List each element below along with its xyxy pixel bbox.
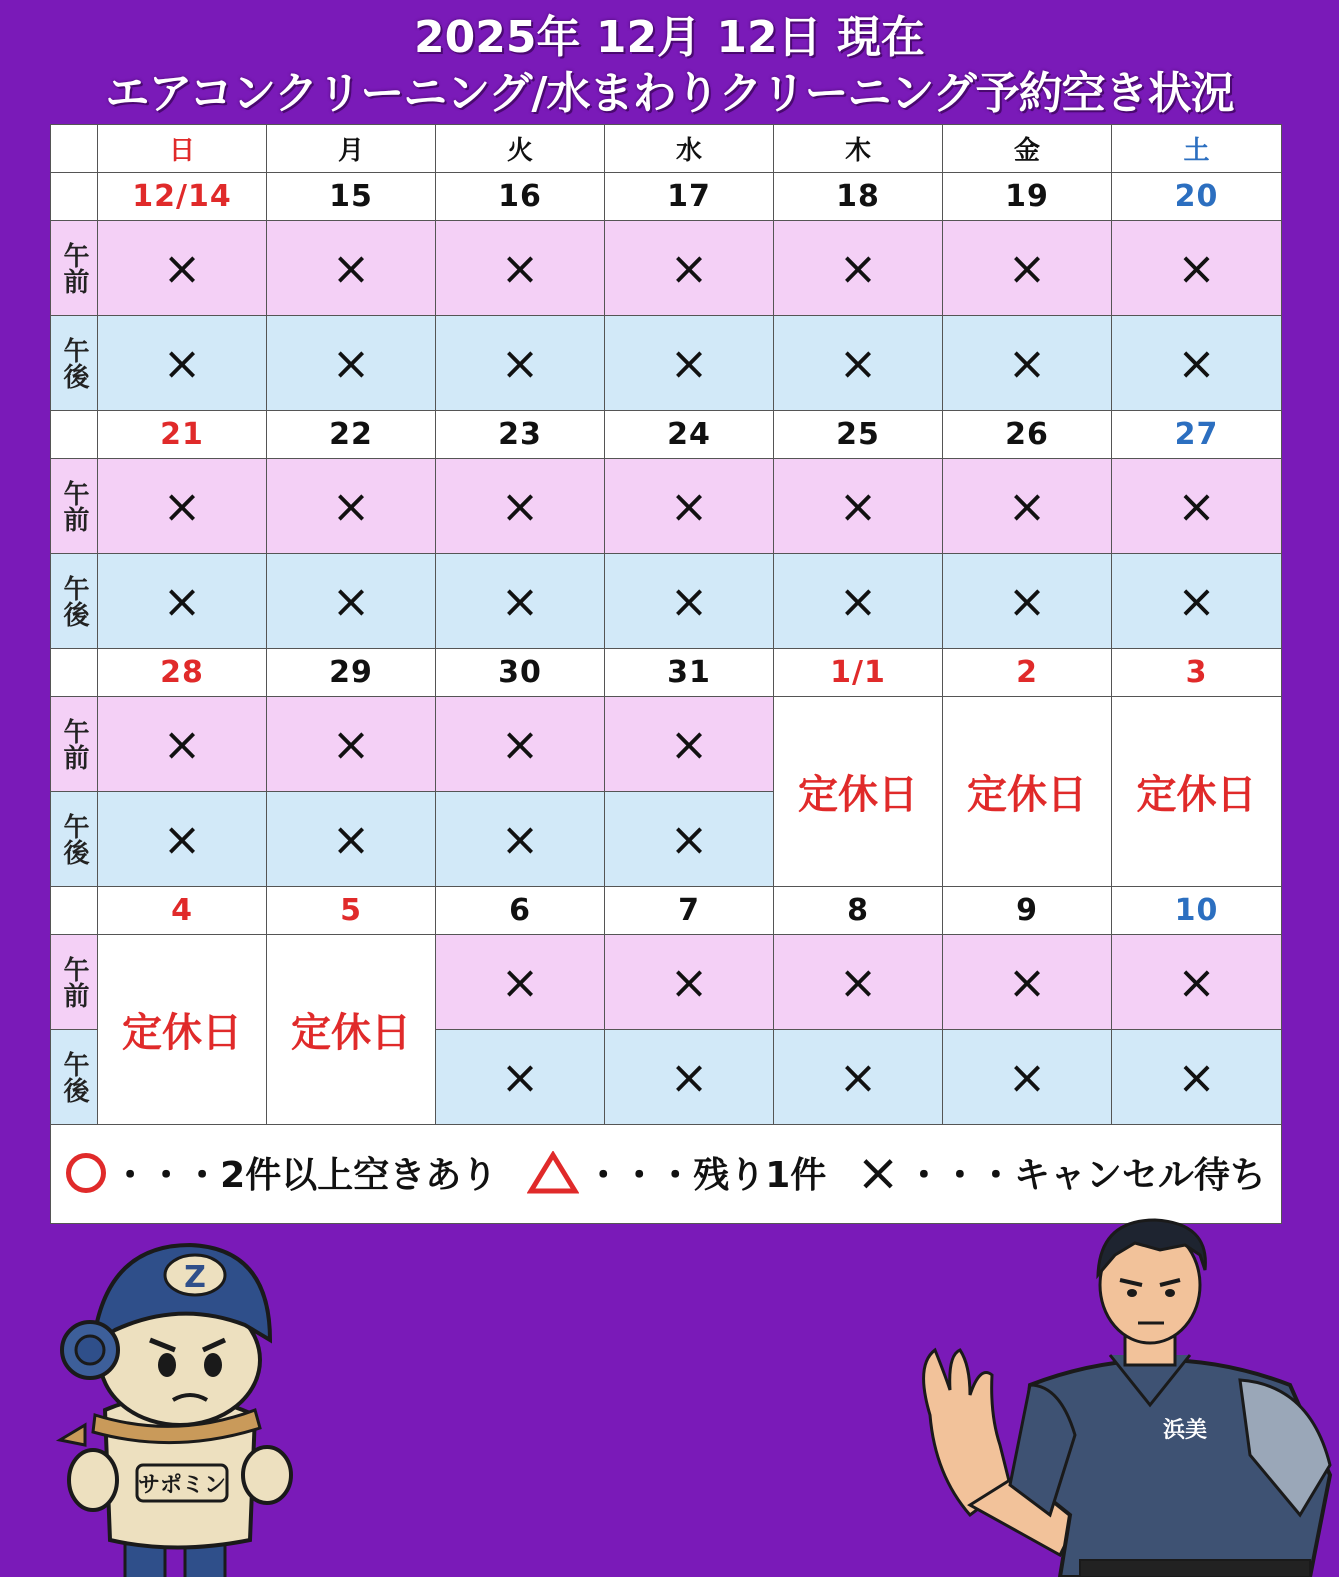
slot-pm: × (98, 792, 267, 887)
slot-pm: × (774, 554, 943, 649)
slot-am: × (267, 697, 436, 792)
closed-day: 定休日 (774, 697, 943, 887)
closed-day: 定休日 (1112, 697, 1281, 887)
dow-sun: 日 (98, 125, 267, 173)
date-cell: 30 (436, 649, 605, 697)
date-cell: 16 (436, 173, 605, 221)
period-label-pm: 午後 (51, 1030, 98, 1125)
mascot-character (55, 1240, 295, 1577)
date-cell: 22 (267, 411, 436, 459)
slot-pm: × (98, 316, 267, 411)
slot-am: × (98, 459, 267, 554)
slot-am: × (1112, 221, 1281, 316)
period-label-am: 午前 (51, 697, 98, 792)
slot-pm: × (436, 1030, 605, 1125)
slot-am: × (267, 459, 436, 554)
slot-am: × (436, 935, 605, 1030)
slot-am: × (605, 221, 774, 316)
slot-am: × (943, 459, 1112, 554)
period-label-pm: 午後 (51, 316, 98, 411)
slot-am: × (98, 697, 267, 792)
date-cell: 19 (943, 173, 1112, 221)
date-cell: 27 (1112, 411, 1281, 459)
date-cell: 10 (1112, 887, 1281, 935)
closed-day: 定休日 (98, 935, 267, 1125)
slot-pm: × (774, 316, 943, 411)
slot-am: × (943, 935, 1112, 1030)
slot-am: × (774, 221, 943, 316)
slot-pm: × (605, 554, 774, 649)
date-cell: 21 (98, 411, 267, 459)
slot-pm: × (436, 792, 605, 887)
slot-am: × (943, 221, 1112, 316)
period-label-pm: 午後 (51, 554, 98, 649)
date-cell: 15 (267, 173, 436, 221)
slot-pm: × (943, 1030, 1112, 1125)
dow-thu: 木 (774, 125, 943, 173)
worker-character (910, 1215, 1339, 1577)
slot-am: × (1112, 459, 1281, 554)
corner-cell (51, 125, 98, 173)
dow-wed: 水 (605, 125, 774, 173)
reservation-calendar (50, 124, 1282, 1224)
slot-pm: × (267, 792, 436, 887)
slot-am: × (267, 221, 436, 316)
slot-pm: × (774, 1030, 943, 1125)
triangle-icon (527, 1151, 579, 1195)
date-cell: 20 (1112, 173, 1281, 221)
mascot-shirt-text: サポミン (137, 1473, 227, 1498)
date-cell: 29 (267, 649, 436, 697)
slot-pm: × (605, 792, 774, 887)
date-cell: 5 (267, 887, 436, 935)
legend-waitlist (856, 1142, 1266, 1203)
slot-am: × (605, 459, 774, 554)
date-cell: 28 (98, 649, 267, 697)
slot-pm: × (1112, 554, 1281, 649)
date-cell: 17 (605, 173, 774, 221)
slot-pm: × (98, 554, 267, 649)
date-cell: 6 (436, 887, 605, 935)
slot-am: × (436, 697, 605, 792)
slot-am: × (774, 935, 943, 1030)
slot-am: × (98, 221, 267, 316)
legend (51, 1125, 1281, 1220)
slot-pm: × (943, 316, 1112, 411)
date-cell: 1/1 (774, 649, 943, 697)
period-label-pm: 午後 (51, 792, 98, 887)
week-label-empty (51, 411, 98, 459)
period-label-am: 午前 (51, 459, 98, 554)
cross-icon: × (856, 1142, 900, 1203)
week-label-empty (51, 887, 98, 935)
date-cell: 31 (605, 649, 774, 697)
date-cell: 24 (605, 411, 774, 459)
slot-pm: × (436, 316, 605, 411)
date-cell: 2 (943, 649, 1112, 697)
date-cell: 4 (98, 887, 267, 935)
date-cell: 26 (943, 411, 1112, 459)
period-label-am: 午前 (51, 935, 98, 1030)
date-cell: 3 (1112, 649, 1281, 697)
week-label-empty (51, 649, 98, 697)
title-line-1: 2025年 12月 12日 現在 (414, 12, 925, 63)
week-label-empty (51, 173, 98, 221)
date-cell: 7 (605, 887, 774, 935)
dow-sat: 土 (1112, 125, 1281, 173)
date-cell: 9 (943, 887, 1112, 935)
legend-available-text: ・・・2件以上空きあり (112, 1155, 498, 1196)
legend-waitlist-text: ・・・キャンセル待ち (905, 1155, 1266, 1196)
title-line-2: エアコンクリーニング/水まわりクリーニング予約空き状況 (105, 68, 1234, 119)
closed-day: 定休日 (267, 935, 436, 1125)
circle-icon (66, 1153, 106, 1193)
slot-pm: × (1112, 1030, 1281, 1125)
date-cell: 23 (436, 411, 605, 459)
slot-am: × (774, 459, 943, 554)
dow-fri: 金 (943, 125, 1112, 173)
legend-one-left-text: ・・・残り1件 (585, 1155, 827, 1196)
slot-pm: × (436, 554, 605, 649)
slot-pm: × (605, 316, 774, 411)
worker-badge-text: 浜美 (1162, 1418, 1208, 1443)
slot-am: × (1112, 935, 1281, 1030)
legend-available (66, 1147, 497, 1198)
mascot-cap-letter: Z (184, 1260, 206, 1295)
slot-pm: × (1112, 316, 1281, 411)
date-cell: 12/14 (98, 173, 267, 221)
slot-pm: × (267, 554, 436, 649)
slot-pm: × (605, 1030, 774, 1125)
date-cell: 25 (774, 411, 943, 459)
closed-day: 定休日 (943, 697, 1112, 887)
slot-am: × (436, 221, 605, 316)
date-cell: 8 (774, 887, 943, 935)
legend-one-left (527, 1147, 826, 1198)
dow-mon: 月 (267, 125, 436, 173)
dow-tue: 火 (436, 125, 605, 173)
slot-am: × (605, 935, 774, 1030)
slot-pm: × (267, 316, 436, 411)
slot-am: × (436, 459, 605, 554)
slot-am: × (605, 697, 774, 792)
date-cell: 18 (774, 173, 943, 221)
period-label-am: 午前 (51, 221, 98, 316)
slot-pm: × (943, 554, 1112, 649)
